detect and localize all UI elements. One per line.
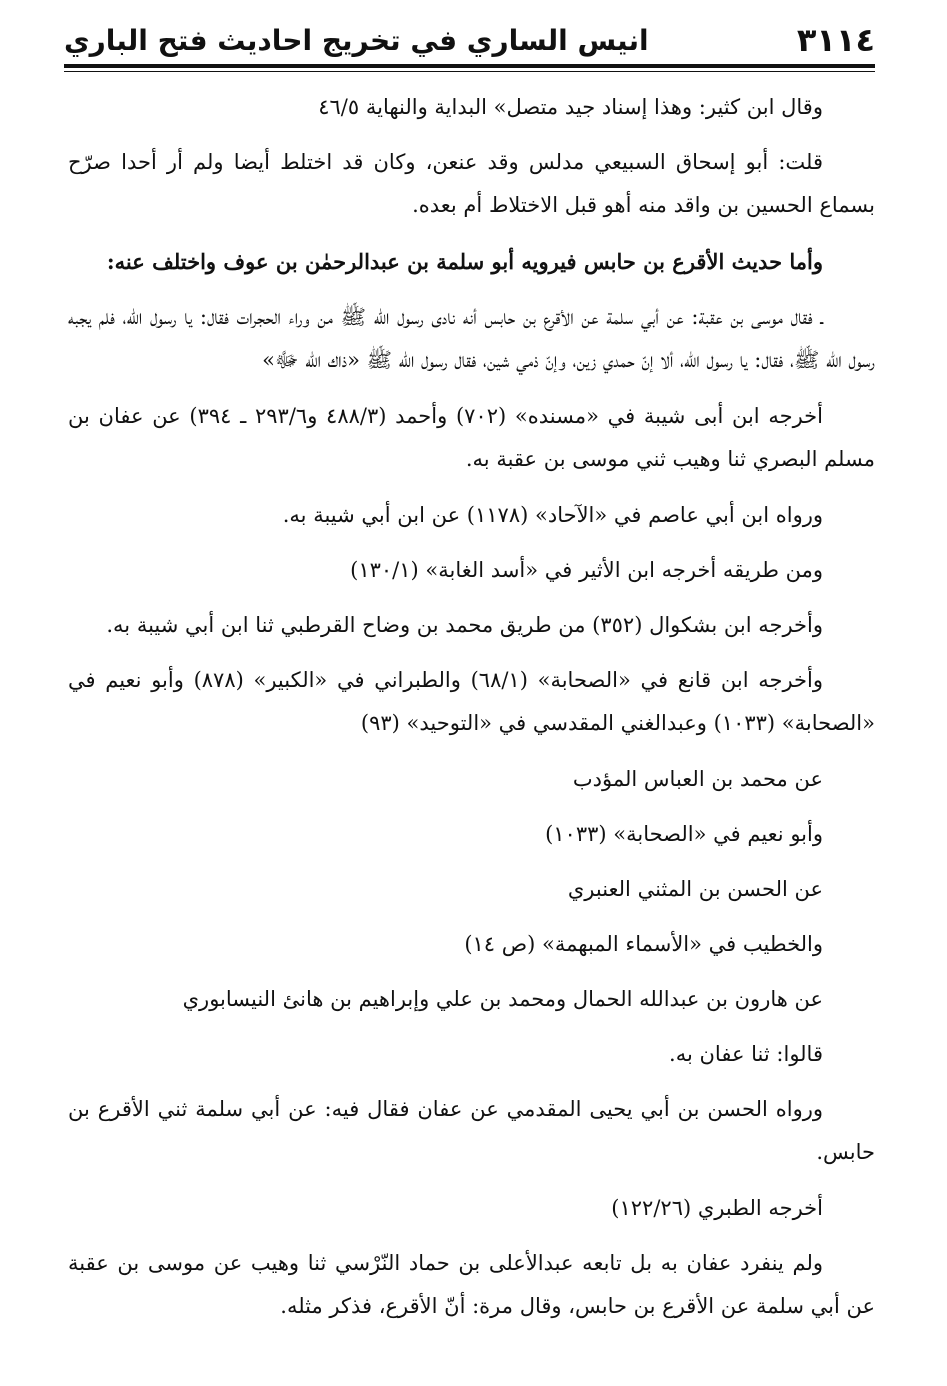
text-line: ومن طريقه أخرجه ابن الأثير في «أسد الغابة» (١٣٠/١) <box>350 558 823 582</box>
page-number: ٣١١٤ <box>796 21 875 59</box>
paragraph: قلت: أبو إسحاق السبيعي مدلس وقد عنعن، وكان قد اختلط أيضا ولم أر أحدا صرّح بسماع الحسين بن واقد منه أهو قبل الاختلاط أم بعده. <box>68 150 875 217</box>
text-line: وأبو نعيم في «الصحابة» (١٠٣٣) <box>545 822 823 846</box>
hadith-text: ـ فقال موسى بن عقبة: عن أبي سلمة عن الأقرع بن حابس أنه نادى رسول الله ﷺ من وراء الحجرات فقال: يا رسول الله، فلم يجبه رسول الله ﷺ، فقال: يا رسول الله، ألا إنّ حمدي زين، وإنّ ذمي شين، فقال رسول الله ﷺ «ذاك الله ﷻ» <box>68 305 875 372</box>
paragraph: ولم ينفرد عفان به بل تابعه عبدالأعلى بن حماد النّرْسي ثنا وهيب عن موسى بن عقبة عن أبي سلمة عن الأقرع بن حابس، وقال مرة: أنّ الأقرع، فذكر مثله. <box>68 1251 875 1318</box>
section-heading: وأما حديث الأقرع بن حابس فيرويه أبو سلمة بن عبدالرحمٰن بن عوف واختلف عنه: <box>106 249 823 274</box>
paragraph: أخرجه ابن أبى شيبة في «مسنده» (٧٠٢) وأحمد (٤٨٨/٣ و٢٩٣/٦ ـ ٣٩٤) عن عفان بن مسلم البصري ثنا وهيب ثني موسى بن عقبة به. <box>68 404 875 471</box>
text-line: عن الحسن بن المثني العنبري <box>567 877 823 901</box>
text-line: أخرجه الطبري (١٢٢/٢٦) <box>611 1196 823 1220</box>
main-text <box>68 86 875 1341</box>
paragraph: وأخرجه ابن قانع في «الصحابة» (٦٨/١) والطبراني في «الكبير» (٨٧٨) وأبو نعيم في «الصحابة» (١٠٣٣) وعبدالغني المقدسي في «التوحيد» (٩٣) <box>68 668 875 735</box>
text-line: والخطيب في «الأسماء المبهمة» (ص ١٤) <box>464 932 823 956</box>
text-line: عن محمد بن العباس المؤدب <box>572 767 823 791</box>
text-line: عن هارون بن عبدالله الحمال ومحمد بن علي وإبراهيم بن هانئ النيسابوري <box>182 987 823 1011</box>
page-header <box>64 18 875 68</box>
text-line: ورواه ابن أبي عاصم في «الآحاد» (١١٧٨) عن ابن أبي شيبة به. <box>282 503 823 527</box>
text-line: وأخرجه ابن بشكوال (٣٥٢) من طريق محمد بن وضاح القرطبي ثنا ابن أبي شيبة به. <box>106 613 823 637</box>
text-line: وقال ابن كثير: وهذا إسناد جيد متصل» البداية والنهاية ٤٦/٥ <box>318 95 823 119</box>
paragraph: ورواه الحسن بن أبي يحيى المقدمي عن عفان فقال فيه: عن أبي سلمة ثني الأقرع بن حابس. <box>68 1097 875 1164</box>
text-line: قالوا: ثنا عفان به. <box>669 1042 823 1066</box>
running-title: انيس الساري في تخريج احاديث فتح الباري <box>64 24 649 57</box>
